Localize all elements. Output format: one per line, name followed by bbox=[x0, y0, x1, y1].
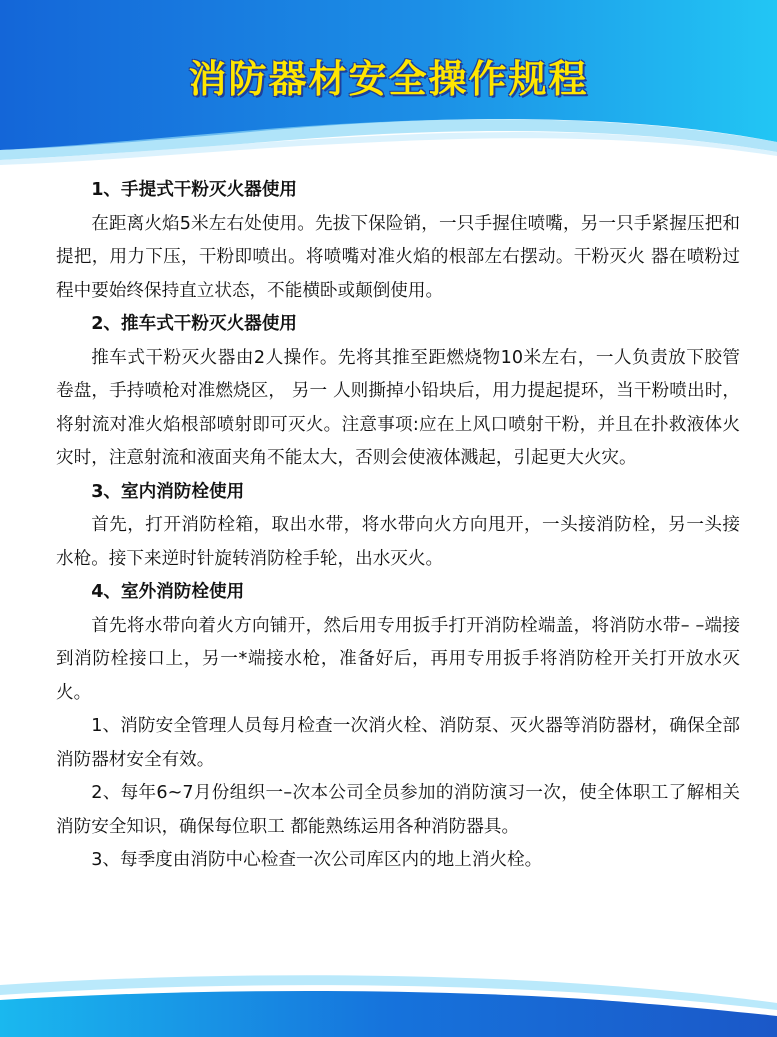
section-outdoor-hydrant bbox=[56, 576, 740, 710]
section-body: 推车式干粉灭火器由2人操作。先将其推至距燃烧物10米左右，一人负责放下胶管卷盘，手持喷枪对准燃烧区， 另一 人则撕掉小铅块后，用力提起提环，当干粉喷出时，将射流对准火焰根部喷射即可灭火。注意事项:应在上风口喷射干粉，并且在扑救液体火灾时，注意射流和液面夹角不能太大，否则会使液体溅起，引起更大火灾。 bbox=[56, 347, 740, 468]
section-body: 首先将水带向着火方向铺开，然后用专用扳手打开消防栓端盖，将消防水带– –端接到消防栓接口上，另一*端接水枪，准备好后，再用专用扳手将消防栓开关打开放水灭火。 bbox=[56, 615, 740, 703]
page-title: 消防器材安全操作规程 bbox=[188, 57, 589, 101]
rule-item: 2、每年6~7月份组织一–次本公司全员参加的消防演习一次，使全体职工了解相关消防安全知识，确保每位职工 都能熟练运用各种消防器具。 bbox=[56, 783, 740, 837]
section-cart-extinguisher bbox=[56, 308, 740, 476]
section-heading: 4、室外消防栓使用 bbox=[91, 582, 245, 602]
section-body: 首先，打开消防栓箱，取出水带，将水带向火方向甩开，一头接消防栓，另一头接水枪。接下来逆时针旋转消防栓手轮，出水灭火。 bbox=[56, 515, 740, 569]
section-indoor-hydrant bbox=[56, 476, 740, 577]
section-heading: 1、手提式干粉灭火器使用 bbox=[91, 180, 297, 200]
content-body bbox=[56, 174, 740, 878]
rules-list bbox=[56, 710, 740, 878]
section-hand-extinguisher bbox=[56, 174, 740, 308]
rule-item: 1、消防安全管理人员每月检查一次消火栓、消防泵、灭火器等消防器材，确保全部消防器材安全有效。 bbox=[56, 716, 740, 770]
section-heading: 2、推车式干粉灭火器使用 bbox=[91, 314, 297, 334]
section-body: 在距离火焰5米左右处使用。先拔下保险销，一只手握住喷嘴，另一只手紧握压把和提把，用力下压，干粉即喷出。将喷嘴对准火焰的根部左右摆动。干粉灭火 器在喷粉过程中要始终保持直立状态，不能横卧或颠倒使用。 bbox=[56, 213, 740, 301]
rule-item: 3、每季度由消防中心检查一次公司库区内的地上消火栓。 bbox=[91, 850, 543, 870]
section-heading: 3、室内消防栓使用 bbox=[91, 481, 245, 502]
